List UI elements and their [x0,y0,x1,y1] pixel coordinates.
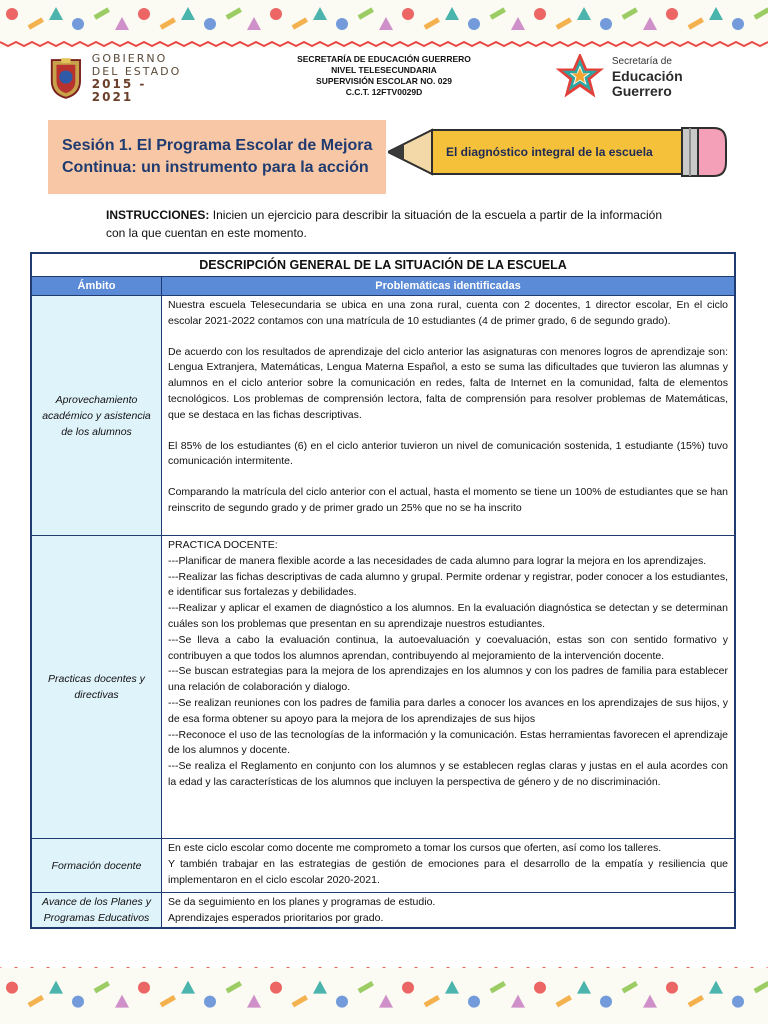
gobierno-del-estado-logo [48,54,188,102]
supply-shape [28,995,44,1007]
session-title-box [48,120,386,194]
supply-shape [600,996,612,1008]
problematicas-cell [162,839,734,892]
instructions-lead: INSTRUCCIONES: [106,208,210,222]
supply-shape [94,7,110,19]
cell-line: ---Se buscan estrategias para la mejora de los aprendizajes en los alumnos y con los padres de familia para establecer una relación de colaboración y dialogo. [168,665,728,694]
cell-line: Se da seguimiento en los planes y programas de estudio. [168,896,436,908]
supply-shape [247,17,261,30]
supply-shape [358,7,374,19]
educacion-guerrero-logo [556,54,746,98]
supply-shape [600,18,612,30]
supply-shape [490,981,506,993]
ambito-cell: Avance de los Planes y Programas Educativos [32,893,162,927]
supply-shape [313,7,327,20]
supply-shape [226,981,242,993]
institution-header [268,54,500,98]
supply-shape [72,18,84,30]
supply-shape [709,981,723,994]
supply-shape [643,995,657,1008]
instructions-paragraph [106,206,662,242]
logo-left-line1: GOBIERNO [91,52,168,65]
table-row [32,893,734,927]
supply-shape [49,981,63,994]
cell-paragraph: El 85% de los estudiantes (6) en el ciclo anterior tuvieron un nivel de comunicación sostenida, 1 estudiante (15%) tuvo comunicación intermitente. [168,439,728,468]
table-header-row [32,277,734,296]
supply-shape [643,17,657,30]
cell-line: Y también trabajar en las estrategias de gestión de emociones para el desarrollo de la empatía y resiliencia que implementaron en el ciclo escolar 2020-2021. [168,857,728,886]
supply-shape [511,995,525,1008]
supply-shape [181,981,195,994]
supply-shape [358,981,374,993]
supply-shape [336,996,348,1008]
supply-shape [511,17,525,30]
supply-shape [94,981,110,993]
supply-shape [666,8,678,20]
supply-shape [247,995,261,1008]
supply-shape [445,7,459,20]
school-supplies-pattern [0,968,768,1024]
supply-shape [270,982,282,994]
supply-shape [226,7,242,19]
problematicas-cell [162,536,734,838]
logo-right-small: Secretaría de [611,55,672,67]
cell-paragraph: De acuerdo con los resultados de aprendizaje del ciclo anterior las asignaturas con menores logros de aprendizaje son: Lengua Extranjera, Matemáticas, Lengua Materna Español, a esto se suma las dificultades que tuvieron las alumnas y alumnos en el ciclo anterior sobre la comunicación en redes, falta de Internet en la comunidad, falta de elementos tecnológicos. Los problemas de comprensión lectora, falta de comprensión para resolver problemas de Matemáticas, que se destaca en las fichas descriptivas. [168,345,728,421]
supply-shape [622,7,638,19]
cell-paragraph: Comparando la matrícula del ciclo anterior con el actual, hasta el momento se tiene un 100% de estudiantes que se han reinscrito de segundo grado y de primer grado un 25% que no se ha inscrito [168,486,728,514]
supply-shape [115,17,129,30]
supply-shape [622,981,638,993]
session-title-line1: Sesión 1. El Programa Escolar de Mejora [62,137,373,154]
header-line-nivel: NIVEL TELESECUNDARIA [331,65,437,75]
pencil-banner-label: El diagnóstico integral de la escuela [446,145,653,159]
supply-shape [577,981,591,994]
supply-shape [6,982,18,994]
supply-shape [577,7,591,20]
cell-line: ---Se realiza el Reglamento en conjunto con los alumnos y se establecen reglas claras y justas en el aula acordes con la edad y las características de los alumnos que incluyen la perspectiva de género y de no discriminación. [168,760,728,788]
table-row [32,296,734,536]
supply-shape [534,982,546,994]
state-shield-icon [48,55,84,101]
supply-shape [556,995,572,1007]
supply-shape [424,995,440,1007]
supply-shape [160,995,176,1007]
supply-shape [72,996,84,1008]
cell-line: ---Realizar las fichas descriptivas de cada alumno y grupal. Permite ordenar y registrar, poder conocer a los estudiantes, e identificar sus fortalezas y debilidades. [168,570,728,599]
supply-shape [666,982,678,994]
supply-shape [292,17,308,29]
supply-shape [402,8,414,20]
cell-line: Aprendizajes esperados prioritarios por grado. [168,911,384,924]
cell-line: ---Reconoce el uso de las tecnologías de la información y la comunicación. Estas herramientas favorecen el aprendizaje de los alumnos y docente. [168,728,728,757]
bottom-decorative-band [0,968,768,1024]
supply-shape [204,18,216,30]
supply-shape [313,981,327,994]
header-line-supervision: SUPERVISIÓN ESCOLAR NO. 029 [316,76,452,86]
supply-shape [534,8,546,20]
cell-line: En este ciclo escolar como docente me comprometo a tomar los cursos que oferten, así como los talleres. [168,842,662,854]
cell-line: ---Se realizan reuniones con los padres de familia para darles a conocer los avances en los aprendizajes de sus hijos, y de esa forma obtener su apoyo para la mejora de los aprendizajes de sus hijos [168,696,728,725]
header-line-secretaria: SECRETARÍA DE EDUCACIÓN GUERRERO [297,54,471,64]
supply-shape [732,18,744,30]
supply-shape [204,996,216,1008]
cell-line: ---Planificar de manera flexible acorde a las necesidades de cada alumno para lograr la mejora en los aprendizajes. [168,554,707,567]
supply-shape [468,996,480,1008]
ambito-cell: Aprovechamiento académico y asistencia de los alumnos [32,296,162,535]
supply-shape [160,17,176,29]
star-emblem-icon [556,54,604,98]
supply-shape [292,995,308,1007]
supply-shape [445,981,459,994]
supply-shape [6,8,18,20]
problematicas-cell [162,893,734,927]
supply-shape [402,982,414,994]
session-title-line2: Continua: un instrumento para la acción [62,159,369,176]
supply-shape [379,17,393,30]
supply-shape [468,18,480,30]
supply-shape [115,995,129,1008]
supply-shape [754,7,768,19]
header-line-cct: C.C.T. 12FTV0029D [345,87,423,97]
supply-shape [709,7,723,20]
cell-line: ---Realizar y aplicar el examen de diagnóstico a los alumnos. En la evaluación diagnóstica se detectan y se determinan cuáles son los problemas que presentan en su aprendizaje nuestros estudiantes. [168,602,728,630]
supply-shape [28,17,44,29]
logo-right-big: Educación Guerrero [611,67,683,99]
ambito-cell: Practicas docentes y directivas [32,536,162,838]
cell-line: PRACTICA DOCENTE: [168,539,278,551]
supply-shape [732,996,744,1008]
table-row [32,536,734,839]
column-header-problematicas: Problemáticas identificadas [375,280,521,292]
logo-left-line2: DEL ESTADO [91,65,182,78]
logo-left-line3: 2015 - 2021 [91,77,147,104]
top-zigzag-border [0,40,768,48]
supply-shape [336,18,348,30]
supply-shape [270,8,282,20]
supply-shape [49,7,63,20]
cell-line: ---Se lleva a cabo la evaluación continua, la autoevaluación y coevaluación, estas son con sentido formativo y contribuyen a que todos los alumnos aprendan, contribuyendo al mejoramiento de la intervención docente. [168,633,728,662]
supply-shape [424,17,440,29]
column-header-ambito: Ámbito [32,277,162,295]
cell-paragraph: Nuestra escuela Telesecundaria se ubica en una zona rural, cuenta con 2 docentes, 1 director escolar, En el ciclo escolar 2021-2022 contamos con una matrícula de 10 estudiantes (4 de primer grado, 6 de segundo grado). [168,299,728,327]
table-title: DESCRIPCIÓN GENERAL DE LA SITUACIÓN DE LA ESCUELA [32,254,734,277]
supply-shape [754,981,768,993]
supply-shape [379,995,393,1008]
supply-shape [490,7,506,19]
table-row [32,839,734,893]
supply-shape [556,17,572,29]
supply-shape [181,7,195,20]
school-situation-table [30,252,736,929]
supply-shape [138,982,150,994]
ambito-cell: Formación docente [32,839,162,892]
supply-shape [138,8,150,20]
supply-shape [688,17,704,29]
supply-shape [688,995,704,1007]
instructions-text: Inicien un ejercicio para describir la situación de la escuela a partir de la información con la que cuentan en este momento. [106,208,662,240]
problematicas-cell [162,296,734,535]
